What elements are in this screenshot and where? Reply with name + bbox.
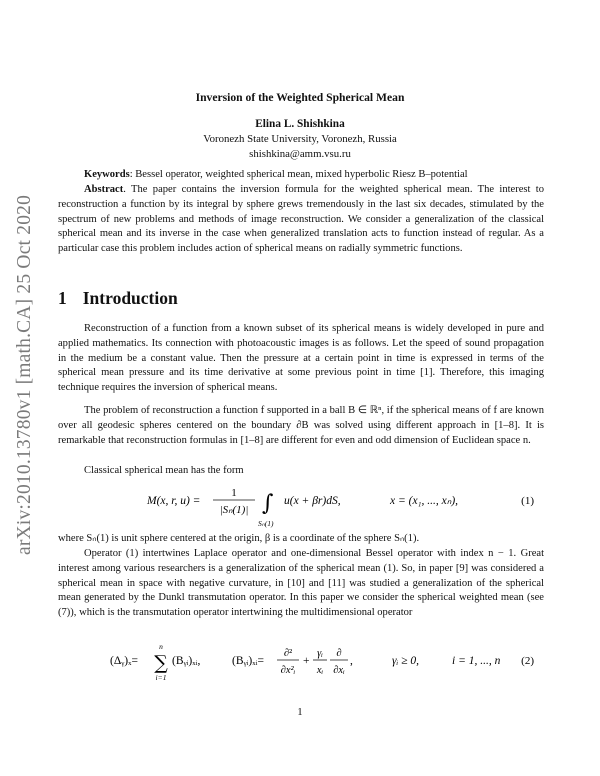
equation-2 bbox=[58, 644, 544, 684]
abstract-text: . The paper contains the inversion formula for the weighted spherical mean. The interest to reconstruction a function by its integral by sphere grews tremendously in the last six decades, stimulated by the spectrum of new problems and methods of image reconstruction. We consider a generalization of the classical spherical mean and its inverse in the case when generalized translation acts to function instead of regular. As a particular case this problem includes action of spherical means on radially symmetric functions. bbox=[58, 184, 544, 255]
intro-paragraph-3: Classical spherical mean has the form bbox=[84, 465, 244, 476]
equation-1 bbox=[58, 482, 544, 530]
intro-paragraph-2: The problem of reconstruction a function f supported in a ball B ∈ ℝⁿ, if the spherical means of f are known over all geodesic spheres centered on the boundary ∂B was solved using different approach in [1–8]. It is remarkable that reconstruction formulas in [1–8] are different for even and odd dimension of Euclidean space n. bbox=[58, 405, 544, 446]
eq1-numerator: 1 bbox=[231, 487, 237, 499]
eq1-domain: Sₙ(1) bbox=[258, 519, 274, 528]
eq1-lhs: M(x, r, u) = bbox=[147, 495, 201, 507]
keywords-paragraph bbox=[58, 168, 544, 183]
equation-2-graphic bbox=[58, 644, 544, 684]
eq1-integrand: u(x + βr)dS, bbox=[284, 495, 341, 507]
eq2-sum-bottom: i=1 bbox=[155, 673, 167, 682]
eq2-plus: + bbox=[303, 655, 310, 667]
eq1-number: (1) bbox=[521, 495, 534, 507]
eq2-sum-top: n bbox=[159, 642, 163, 651]
abstract-label: Abstract bbox=[84, 184, 124, 195]
arxiv-side-stamp: arXiv:2010.13780v1 [math.CA] 25 Oct 2020 bbox=[14, 194, 35, 555]
eq2-frac1-num: ∂² bbox=[283, 648, 293, 659]
section-title: Introduction bbox=[82, 288, 178, 308]
page-number: 1 bbox=[297, 706, 303, 718]
eq2-sum-sign: ∑ bbox=[154, 652, 168, 674]
keywords-label: Keywords bbox=[84, 169, 130, 180]
eq2-lhs: (Δᵧ)ₓ= bbox=[110, 655, 138, 667]
intro-paragraph-1: Reconstruction of a function from a known subset of its spherical means is widely developed in pure and applied mathematics. Its connection with photoacoustic images is as follows. Let the speed of sound propagation in the medium be a constant value. Then the pressure at a certain point in time is expressed in terms of the spherical mean pressure and its time derivative at some previous point in time [1]. Therefore, this imaging technique requires the inversion of spherical means. bbox=[58, 323, 544, 394]
eq2-frac2-den: xᵢ bbox=[316, 665, 324, 676]
eq1-condition: x = (x₁, ..., xₙ), bbox=[390, 495, 459, 507]
eq2-def-lhs: (Bᵧᵢ)ₓᵢ= bbox=[232, 655, 264, 667]
eq2-comma: , bbox=[350, 655, 353, 667]
intro-paragraph-5: Operator (1) intertwines Laplace operator and one-dimensional Bessel operator with index n − 1. Great interest among various researchers is a generalization of the spherical mean (1). So, in paper [9] was considered a spherical mean in space with negative curvature, in [10] and [11] was studied a generalization of the spherical mean generated by the Dunkl transmutation operator. In this paper we consider the spherical weighted mean (see (7)), which is the transmutation operator intertwining the multidimensional operator bbox=[58, 548, 544, 619]
eq2-cond1: γᵢ ≥ 0, bbox=[392, 655, 420, 667]
intro-paragraph-4: where Sₙ(1) is unit sphere centered at the origin, β is a coordinate of the sphere Sₙ(1). bbox=[58, 533, 420, 544]
eq2-frac3-num: ∂ bbox=[336, 648, 342, 659]
equation-1-graphic bbox=[58, 482, 544, 530]
section-heading bbox=[58, 288, 178, 309]
eq1-integral-sign: ∫ bbox=[262, 491, 274, 516]
keywords-text: : Bessel operator, weighted spherical mean, mixed hyperbolic Riesz B–potential bbox=[129, 169, 468, 180]
eq2-sum-term: (Bᵧᵢ)ₓᵢ, bbox=[172, 655, 201, 667]
eq2-frac1-den: ∂x²ᵢ bbox=[280, 665, 296, 676]
abstract-paragraph bbox=[58, 183, 544, 257]
eq2-frac3-den: ∂xᵢ bbox=[333, 665, 345, 676]
author-email: shishkina@amm.vsu.ru bbox=[249, 148, 351, 160]
eq2-number: (2) bbox=[521, 655, 534, 667]
eq2-frac2-num: γᵢ bbox=[317, 648, 323, 659]
eq1-denominator: |Sₙ(1)| bbox=[219, 504, 249, 516]
eq2-cond2: i = 1, ..., n bbox=[452, 655, 501, 667]
author-name: Elina L. Shishkina bbox=[255, 118, 345, 130]
author-affiliation: Voronezh State University, Voronezh, Russia bbox=[203, 133, 397, 145]
section-number: 1 bbox=[58, 288, 67, 308]
paper-title: Inversion of the Weighted Spherical Mean bbox=[195, 91, 405, 104]
